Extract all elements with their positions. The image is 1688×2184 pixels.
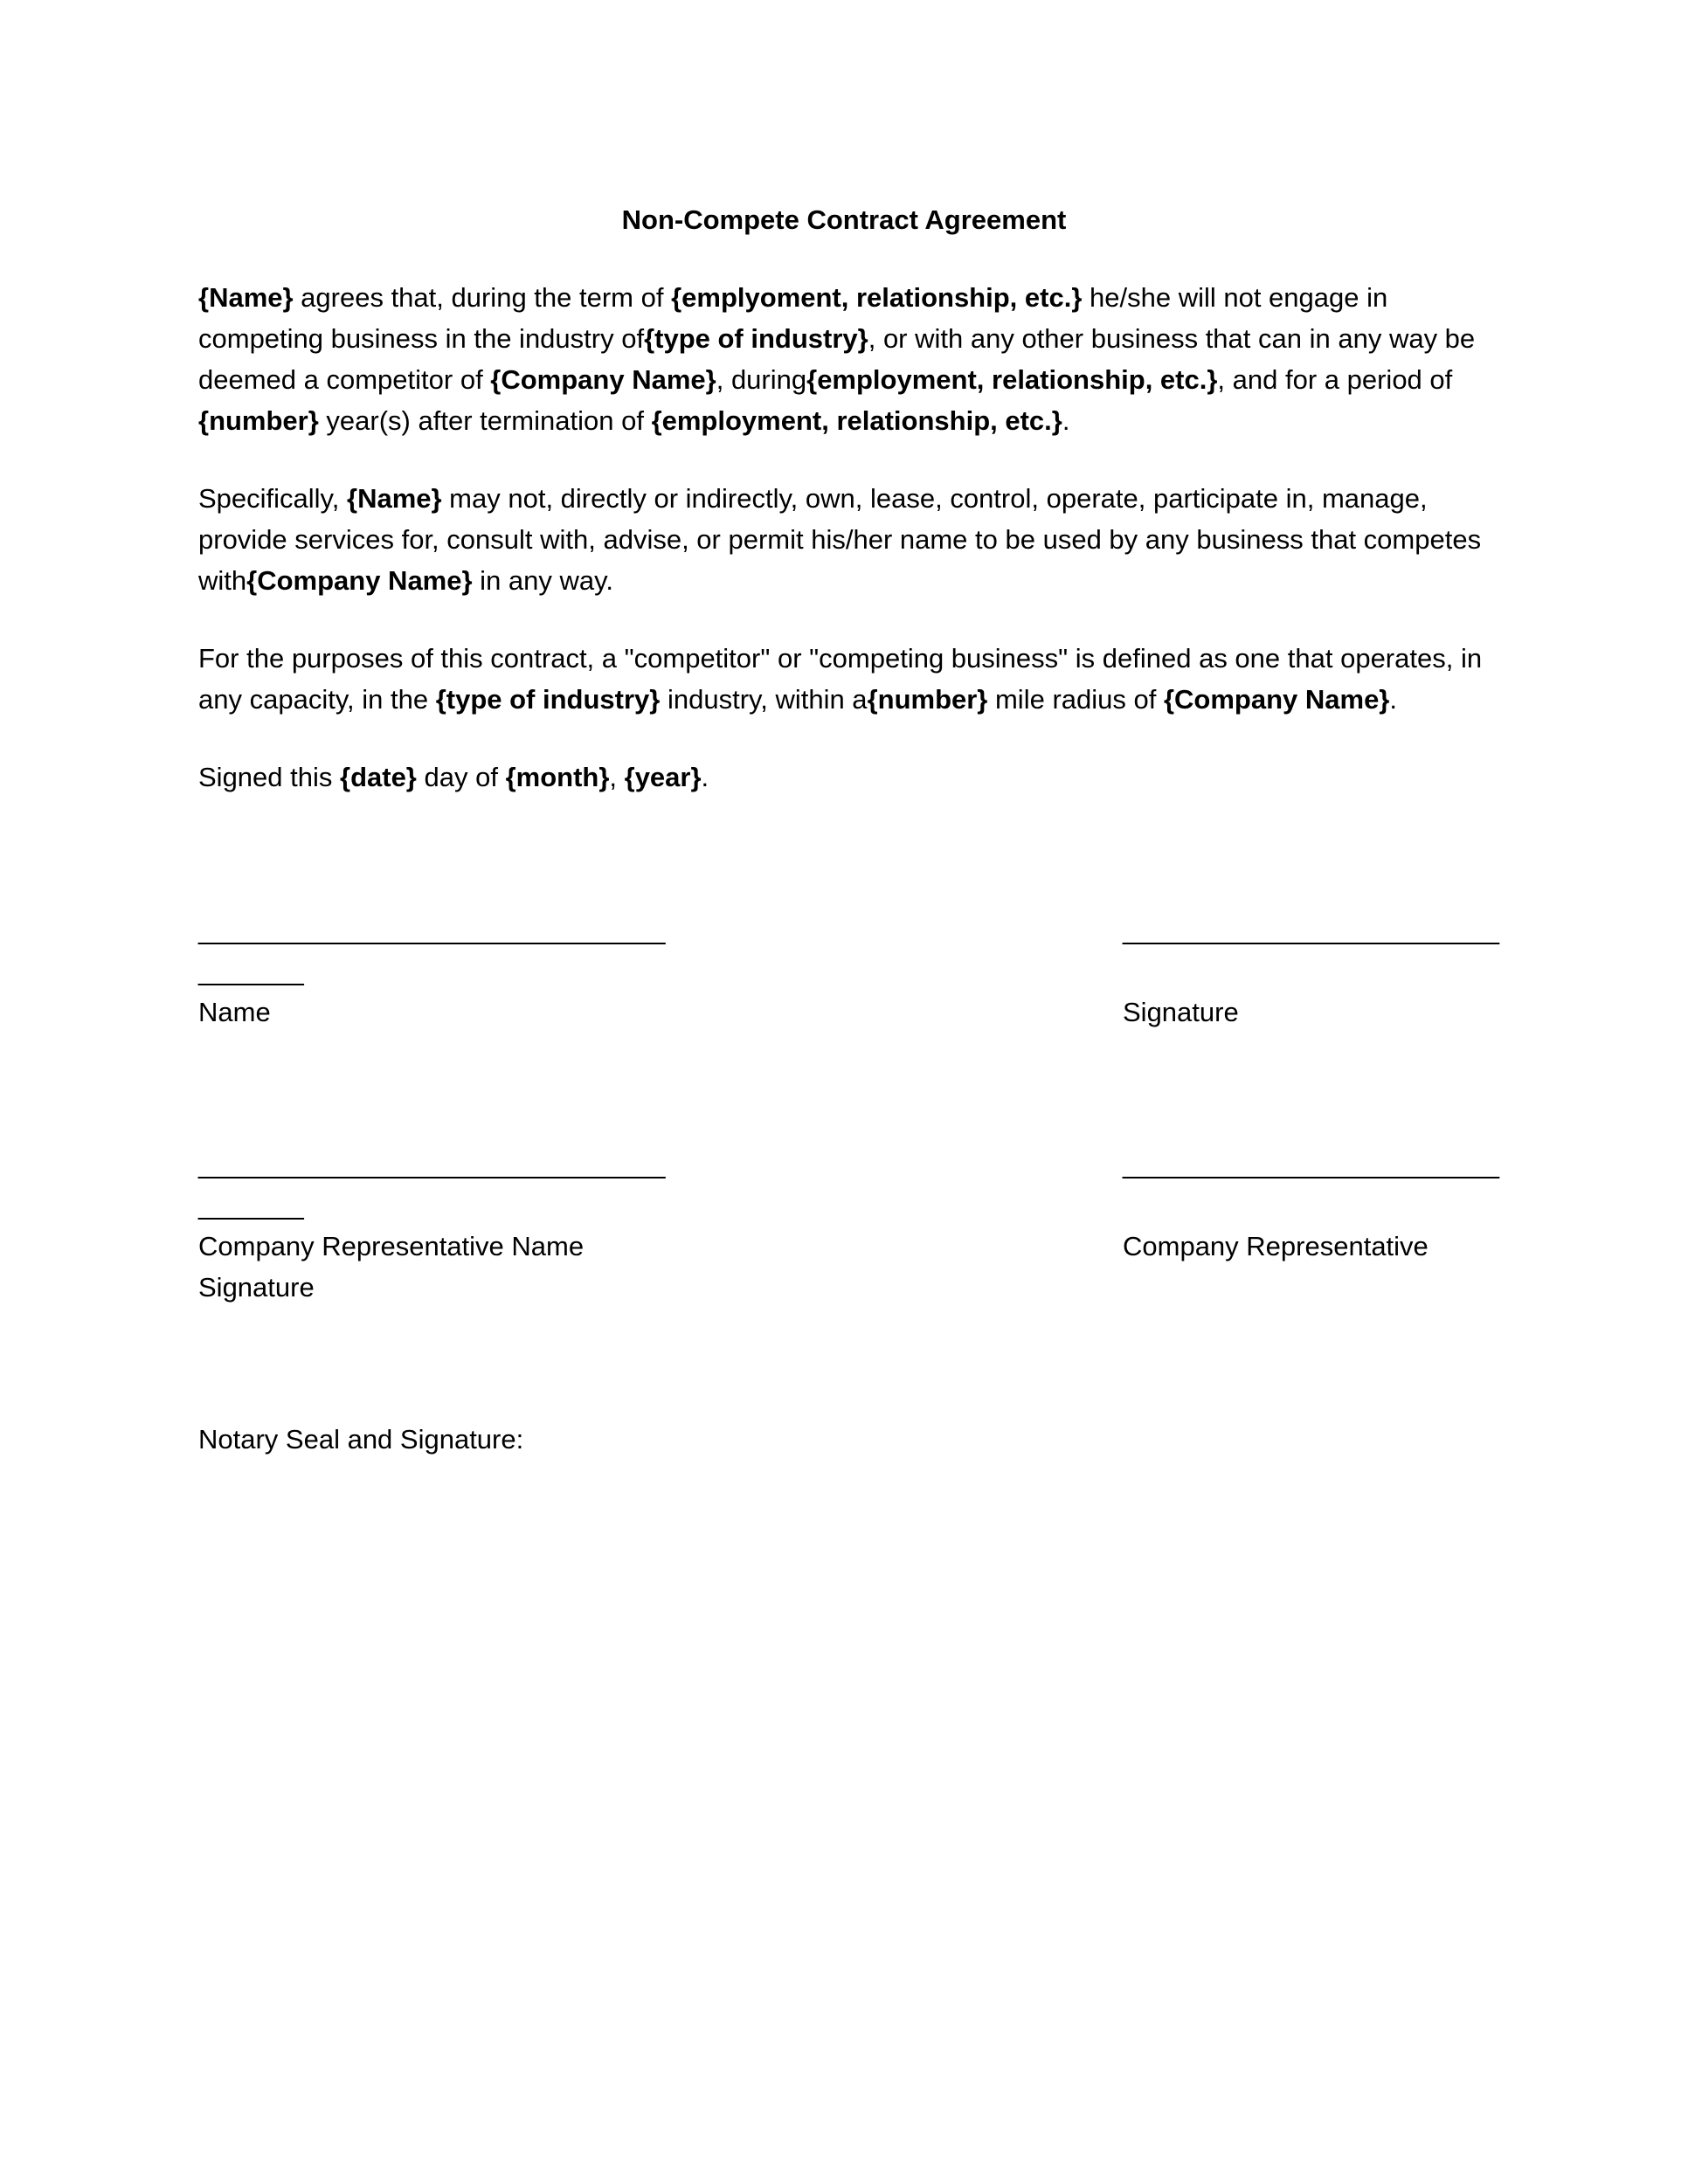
employee-name-column	[198, 909, 1123, 1033]
signature-block-company-representative	[198, 1144, 1500, 1308]
name-label: Name	[198, 997, 271, 1027]
blank-line-spacer	[1123, 1185, 1499, 1226]
paragraph-signed-date: Signed this {date} day of {month}, {year}.	[198, 762, 709, 792]
company-representative-signature-column	[1123, 1144, 1499, 1308]
signature-label: Signature	[1123, 997, 1239, 1027]
paragraph-specific-restrictions: Specifically, {Name} may not, directly or indirectly, own, lease, control, operate, participate in, manage, provide services for, consult with, advise, or permit his/her name to be used by any business that competes with{Company Name} in any way.	[198, 483, 1482, 596]
company-representative-name-line-overflow: _______	[198, 1190, 304, 1220]
company-representative-name-line: _______________________________	[198, 1149, 666, 1179]
blank-line-spacer	[1123, 950, 1499, 992]
company-representative-signature-line: _________________________	[1123, 1149, 1500, 1179]
employee-signature-column	[1123, 909, 1499, 1033]
company-representative-name-label-wrap: Signature	[198, 1272, 315, 1303]
company-representative-name-column	[198, 1144, 1123, 1308]
document-title: Non-Compete Contract Agreement	[621, 204, 1067, 235]
company-representative-name-label: Company Representative Name	[198, 1231, 585, 1261]
signature-block-employee	[198, 909, 1500, 1033]
notary-seal-signature-label: Notary Seal and Signature:	[198, 1424, 524, 1455]
employee-name-signature-line: _______________________________	[198, 915, 666, 945]
employee-name-signature-line-overflow: _______	[198, 956, 304, 986]
company-representative-label: Company Representative	[1123, 1231, 1429, 1261]
employee-signature-line: _________________________	[1123, 915, 1500, 945]
paragraph-noncompete-term: {Name} agrees that, during the term of {emplyoment, relationship, etc.} he/she will not engage in competing business in the industry of{type of industry}, or with any other business that can in any way be deemed a competitor of {Company Name}, during{employment, relationship, etc.}, and for a period of {number} year(s) after termination of {employment, relationship, etc.}.	[198, 282, 1476, 436]
paragraph-competitor-definition: For the purposes of this contract, a "competitor" or "competing business" is defined as one that operates, in any capacity, in the {type of industry} industry, within a{number} mile radius of {Company Name}.	[198, 643, 1483, 715]
